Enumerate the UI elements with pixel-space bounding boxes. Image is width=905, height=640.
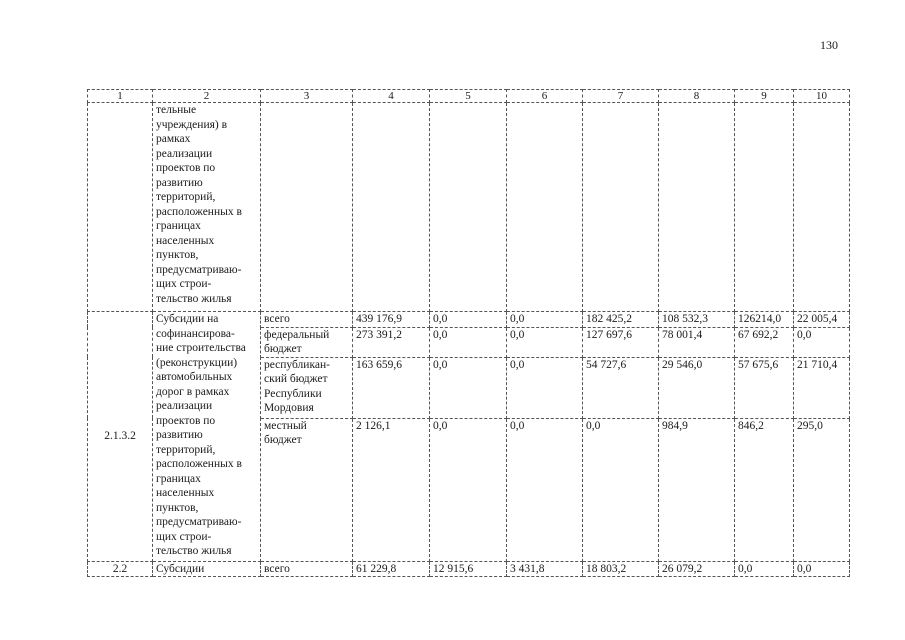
column-header: 6 — [507, 90, 583, 103]
value-cell: 273 391,2 — [353, 327, 430, 357]
item-name-cell: Субсидии на софинансирова- ние строительства (реконструкции) автомобильных дорог в рамках реализации проектов по развитию территорий, расположенных в границах населенных пунктов, предусматриваю- щих строи- тельство жилья — [153, 312, 261, 562]
column-header: 1 — [88, 90, 153, 103]
value-cell: 126214,0 — [735, 312, 794, 328]
value-cell: 0,0 — [430, 327, 507, 357]
value-cell — [659, 103, 735, 312]
value-cell: 78 001,4 — [659, 327, 735, 357]
value-cell — [353, 103, 430, 312]
funding-source-cell — [261, 103, 353, 312]
value-cell: 57 675,6 — [735, 357, 794, 418]
page-number: 130 — [820, 38, 838, 52]
value-cell: 2 126,1 — [353, 418, 430, 561]
value-cell: 127 697,6 — [583, 327, 659, 357]
value-cell — [794, 103, 850, 312]
item-number-cell: 2.2 — [88, 561, 153, 577]
value-cell: 0,0 — [507, 418, 583, 561]
value-cell — [583, 103, 659, 312]
continuation-row — [88, 103, 850, 312]
value-cell: 0,0 — [430, 312, 507, 328]
value-cell: 3 431,8 — [507, 561, 583, 577]
value-cell: 12 915,6 — [430, 561, 507, 577]
column-header: 4 — [353, 90, 430, 103]
column-header: 7 — [583, 90, 659, 103]
item-name-cell: Субсидии — [153, 561, 261, 577]
item-number-cell: 2.1.3.2 — [88, 312, 153, 562]
value-cell: 0,0 — [507, 327, 583, 357]
value-cell — [507, 103, 583, 312]
value-cell: 29 546,0 — [659, 357, 735, 418]
value-cell: 846,2 — [735, 418, 794, 561]
value-cell: 0,0 — [507, 312, 583, 328]
budget-table — [87, 89, 850, 577]
column-header: 8 — [659, 90, 735, 103]
column-header: 2 — [153, 90, 261, 103]
funding-source-cell: местный бюджет — [261, 418, 353, 561]
item-number-cell — [88, 103, 153, 312]
value-cell: 0,0 — [430, 357, 507, 418]
funding-source-cell: всего — [261, 312, 353, 328]
value-cell: 0,0 — [430, 418, 507, 561]
value-cell: 295,0 — [794, 418, 850, 561]
table-row — [88, 312, 850, 328]
value-cell: 22 005,4 — [794, 312, 850, 328]
value-cell: 54 727,6 — [583, 357, 659, 418]
value-cell: 61 229,8 — [353, 561, 430, 577]
value-cell: 18 803,2 — [583, 561, 659, 577]
column-header: 9 — [735, 90, 794, 103]
funding-source-cell: федеральный бюджет — [261, 327, 353, 357]
value-cell — [735, 103, 794, 312]
value-cell — [430, 103, 507, 312]
value-cell: 163 659,6 — [353, 357, 430, 418]
funding-source-cell: республикан- ский бюджет Республики Мордовия — [261, 357, 353, 418]
value-cell: 182 425,2 — [583, 312, 659, 328]
value-cell: 0,0 — [794, 561, 850, 577]
column-header: 3 — [261, 90, 353, 103]
value-cell: 0,0 — [735, 561, 794, 577]
value-cell: 0,0 — [794, 327, 850, 357]
value-cell: 108 532,3 — [659, 312, 735, 328]
item-name-cell: тельные учреждения) в рамках реализации проектов по развитию территорий, расположенных в границах населенных пунктов, предусматриваю- щих строи- тельство жилья — [153, 103, 261, 312]
value-cell: 0,0 — [583, 418, 659, 561]
column-header: 5 — [430, 90, 507, 103]
funding-source-cell: всего — [261, 561, 353, 577]
value-cell: 67 692,2 — [735, 327, 794, 357]
value-cell: 21 710,4 — [794, 357, 850, 418]
value-cell: 439 176,9 — [353, 312, 430, 328]
value-cell: 0,0 — [507, 357, 583, 418]
value-cell: 26 079,2 — [659, 561, 735, 577]
column-header: 10 — [794, 90, 850, 103]
value-cell: 984,9 — [659, 418, 735, 561]
table-row — [88, 561, 850, 577]
column-number-row — [88, 90, 850, 103]
